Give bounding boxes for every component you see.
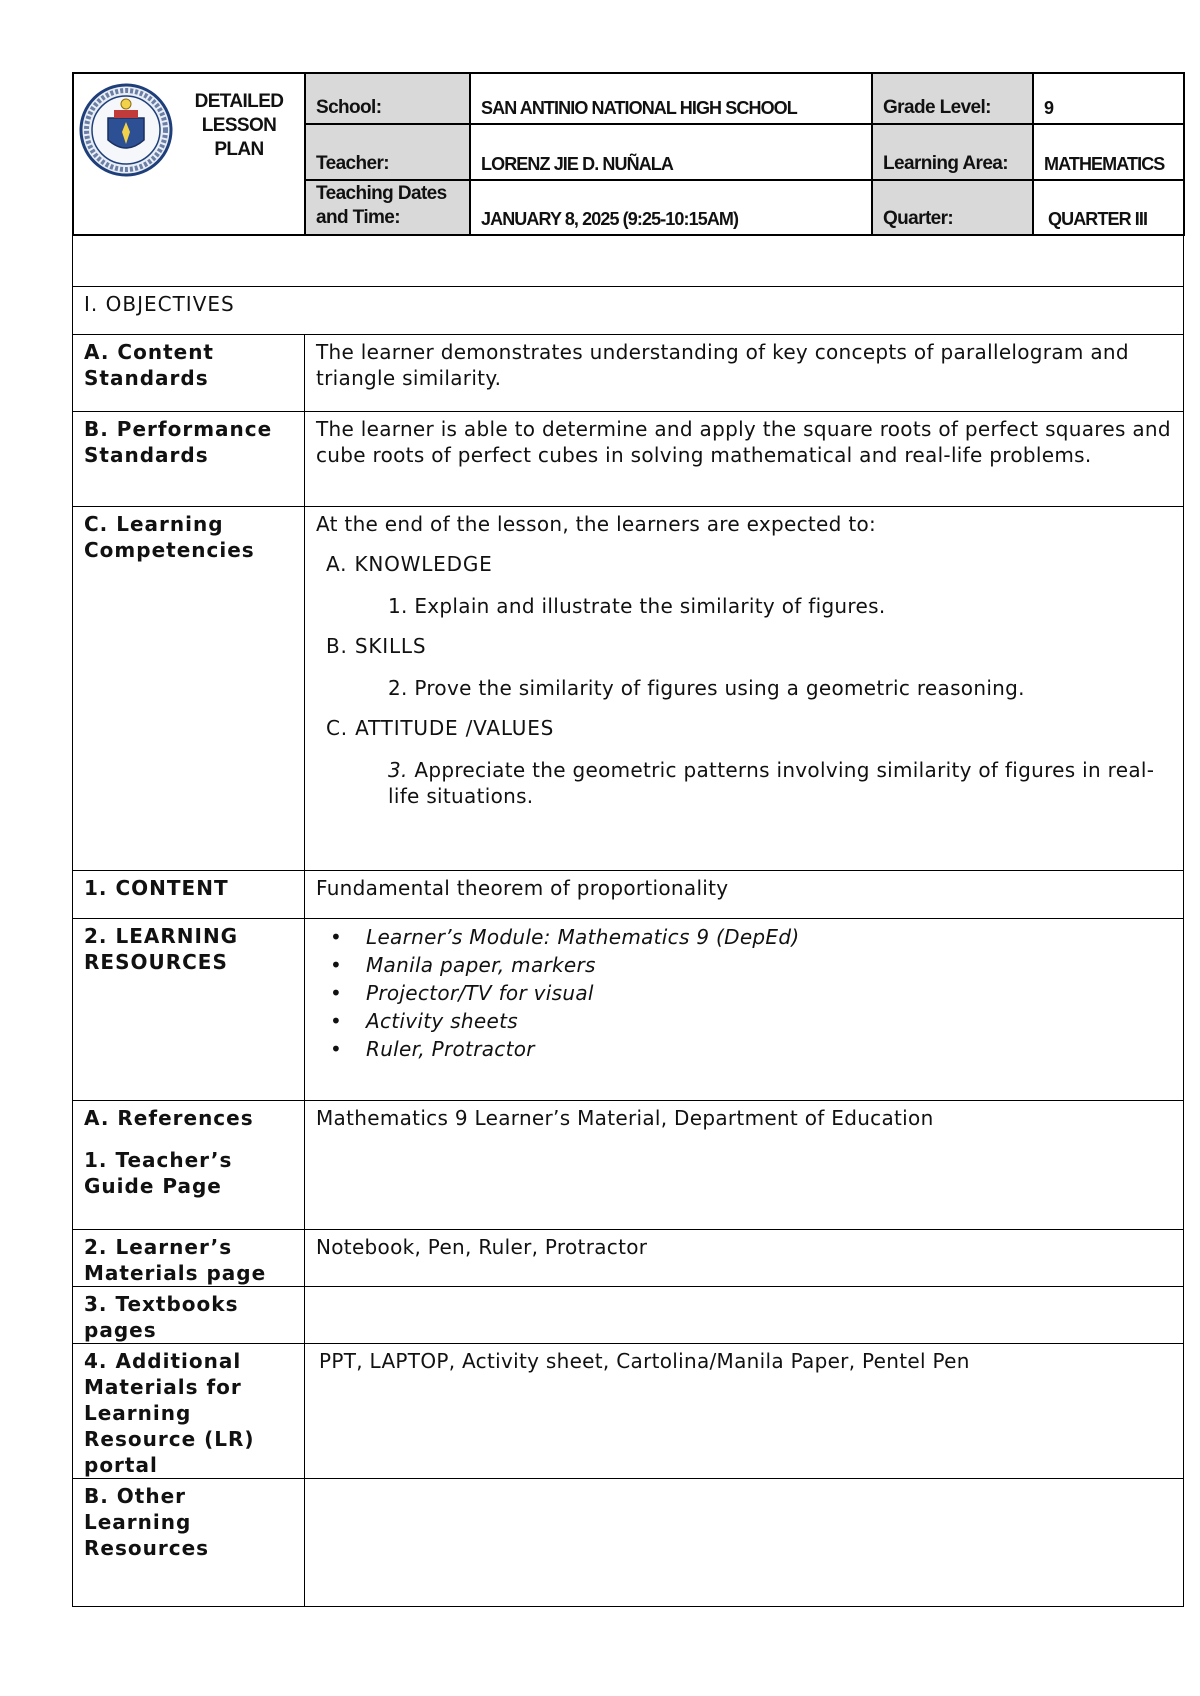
objectives-heading: I. OBJECTIVES (73, 286, 1184, 334)
title-line: LESSON (201, 115, 277, 136)
teaching-dates-label-line: Teaching Dates (316, 183, 447, 204)
learners-materials-label: 2. Learner’s Materials page (73, 1229, 305, 1286)
learners-materials-row (73, 1229, 1184, 1286)
attitude-heading: C. ATTITUDE /VALUES (326, 715, 555, 740)
learning-area-value: MATHEMATICS (1033, 124, 1184, 180)
other-resources-row (73, 1478, 1184, 1606)
learning-resources-label: 2. LEARNING RESOURCES (73, 918, 305, 1100)
title-line: PLAN (214, 139, 264, 160)
deped-seal-icon (78, 82, 174, 178)
teacher-label: Teacher: (305, 124, 470, 180)
teaching-dates-value: JANUARY 8, 2025 (9:25-10:15AM) (470, 180, 872, 235)
list-item: • Projector/TV for visual (330, 979, 1173, 1007)
references-label-cell (73, 1100, 305, 1229)
textbooks-text (305, 1286, 1184, 1343)
teaching-dates-label (305, 180, 470, 235)
attitude-item (388, 757, 1173, 809)
spacer-cell (73, 236, 1184, 286)
other-resources-label: B. Other Learning Resources (73, 1478, 305, 1606)
textbooks-row (73, 1286, 1184, 1343)
additional-materials-label: 4. Additional Materials for Learning Resource (LR) portal (73, 1343, 305, 1478)
other-resources-text (305, 1478, 1184, 1606)
grade-level-label: Grade Level: (872, 73, 1033, 124)
content-label: 1. CONTENT (73, 870, 305, 918)
list-item: • Ruler, Protractor (330, 1035, 1173, 1063)
content-text: Fundamental theorem of proportionality (305, 870, 1184, 918)
skills-heading: B. SKILLS (326, 633, 427, 658)
lesson-plan-table (72, 236, 1184, 1607)
learning-area-label: Learning Area: (872, 124, 1033, 180)
content-standards-label: A. Content Standards (73, 334, 305, 411)
document-title (174, 90, 304, 162)
title-line: DETAILED (194, 91, 284, 112)
learning-competencies-cell (305, 506, 1184, 870)
knowledge-heading: A. KNOWLEDGE (326, 551, 493, 576)
knowledge-item: 1. Explain and illustrate the similarity of figures. (388, 593, 886, 618)
list-item: • Manila paper, markers (330, 951, 1173, 979)
learning-resources-list (330, 923, 1173, 1063)
list-item: • Learner’s Module: Mathematics 9 (DepEd) (330, 923, 1173, 951)
references-row (73, 1100, 1184, 1229)
header-table (72, 72, 1185, 236)
learning-competencies-row (73, 506, 1184, 870)
teaching-dates-label-line: and Time: (316, 207, 400, 228)
learning-resources-row (73, 918, 1184, 1100)
additional-materials-text: PPT, LAPTOP, Activity sheet, Cartolina/Manila Paper, Pentel Pen (305, 1343, 1184, 1478)
attitude-item-text: Appreciate the geometric patterns involving similarity of figures in real-life situations. (388, 757, 1155, 808)
quarter-label: Quarter: (872, 180, 1033, 235)
learning-resources-cell (305, 918, 1184, 1100)
performance-standards-label: B. Performance Standards (73, 411, 305, 506)
skills-item: 2. Prove the similarity of figures using a geometric reasoning. (388, 675, 1025, 700)
competencies-intro: At the end of the lesson, the learners are expected to: (316, 511, 877, 536)
teacher-value: LORENZ JIE D. NUÑALA (470, 124, 872, 180)
school-value: SAN ANTINIO NATIONAL HIGH SCHOOL (470, 73, 872, 124)
learners-materials-text: Notebook, Pen, Ruler, Protractor (305, 1229, 1184, 1286)
additional-materials-row (73, 1343, 1184, 1478)
references-label: A. References (84, 1105, 254, 1130)
learning-competencies-label: C. Learning Competencies (73, 506, 305, 870)
teachers-guide-label: 1. Teacher’s Guide Page (84, 1147, 233, 1198)
quarter-value: QUARTER III (1033, 180, 1184, 235)
content-standards-row (73, 334, 1184, 411)
list-item: • Activity sheets (330, 1007, 1173, 1035)
references-text: Mathematics 9 Learner’s Material, Department of Education (305, 1100, 1184, 1229)
grade-level-value: 9 (1033, 73, 1184, 124)
performance-standards-row (73, 411, 1184, 506)
attitude-item-number: 3. (388, 757, 408, 782)
header-logo-cell (73, 73, 305, 235)
performance-standards-text: The learner is able to determine and apply the square roots of perfect squares and cube roots of perfect cubes in solving mathematical and real-life problems. (305, 411, 1184, 506)
textbooks-label: 3. Textbooks pages (73, 1286, 305, 1343)
content-row (73, 870, 1184, 918)
content-standards-text: The learner demonstrates understanding of key concepts of parallelogram and triangle similarity. (305, 334, 1184, 411)
school-label: School: (305, 73, 470, 124)
objectives-row (73, 286, 1184, 334)
spacer-row (73, 236, 1184, 286)
